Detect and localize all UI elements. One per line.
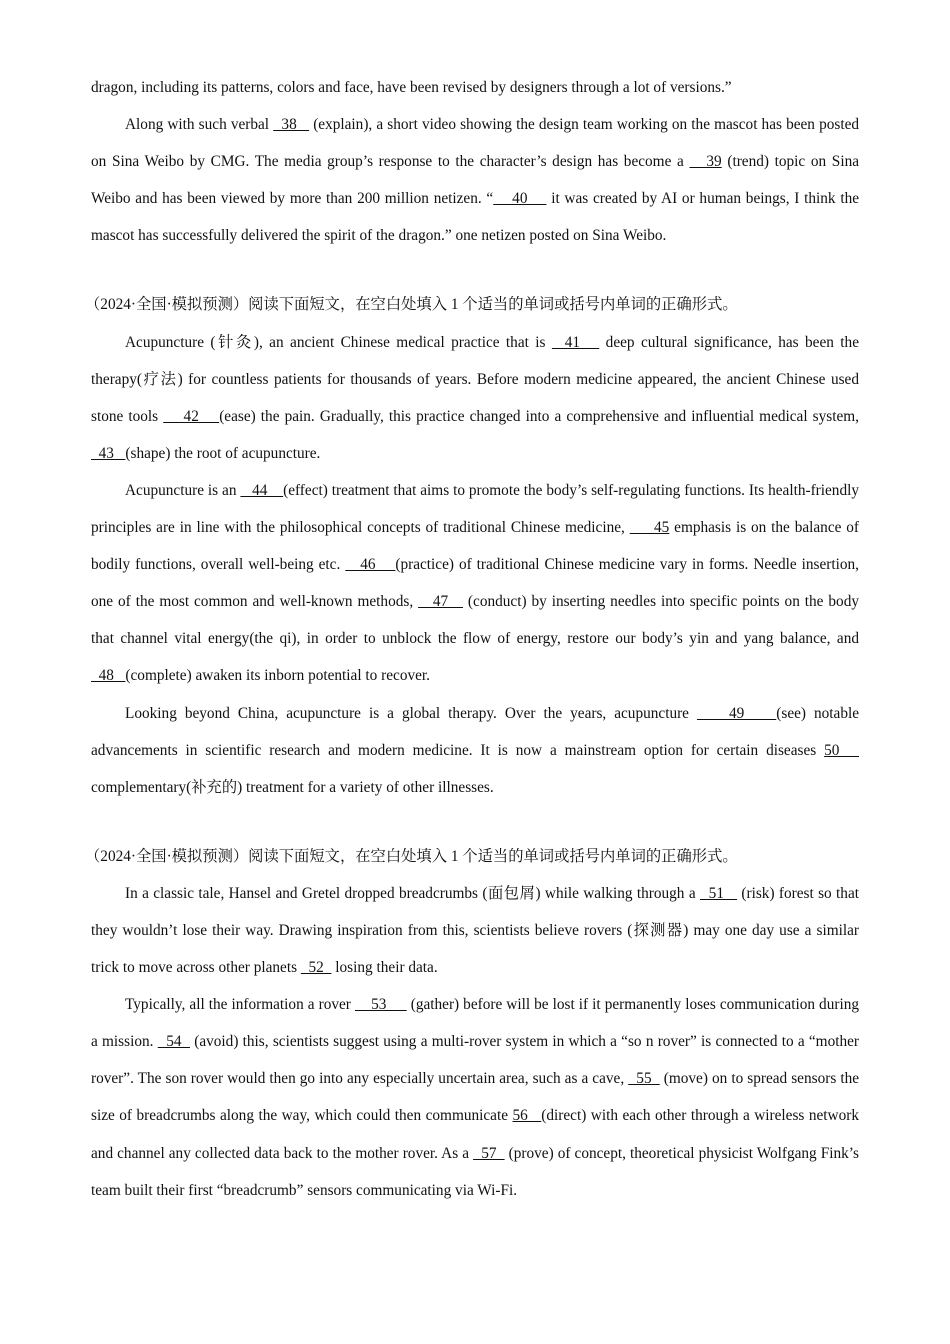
paragraph-acupuncture-global: Looking beyond China, acupuncture is a global therapy. Over the years, acupuncture 49 (see) notable advancements in scientific research and modern medicine. It is now a mainstream option for certain diseases 50 complementary(补充的) treatment for a variety of other illnesses. [91, 704, 860, 796]
paragraph-hansel-gretel: In a classic tale, Hansel and Gretel dropped breadcrumbs (面包屑) while walking through a 51 (risk) forest so that they wouldn’t lose their way. Drawing inspiration from this, scientists believe rovers (探测器) may one day use a similar trick to move across other planets 52 losing their data. [91, 884, 859, 977]
paragraph-verbal-explain: Along with such verbal 38 (explain), a short video showing the design team working on the mascot has been posted on Sina Weibo by CMG. The media group’s response to the character’s design has become a 39 (trend) topic on Sina Weibo and has been viewed by more than 200 million netizen. “ 40 it was created by AI or human beings, I think the mascot has successfully delivered the spirit of the dragon.” one netizen posted on Sina Weibo. [91, 116, 860, 245]
blank-38[interactable]: 38 [273, 116, 310, 134]
blank-47[interactable]: 47 [418, 593, 463, 611]
blank-46[interactable]: 46 [345, 556, 396, 574]
blank-54[interactable]: 54 [157, 1033, 190, 1051]
blank-56[interactable]: 56 [512, 1107, 542, 1125]
instruction-rovers: （2024·全国·模拟预测）阅读下面短文，在空白处填入 1 个适当的单词或括号内单词的正确形式。 [85, 847, 738, 865]
blank-53[interactable]: 53 [354, 996, 407, 1014]
paragraph-acupuncture-intro: Acupuncture (针灸), an ancient Chinese medical practice that is 41 deep cultural significance, has been the therapy(疗法) for countless patients for thousands of years. Before modern medicine appeared, the ancient Chinese used stone tools 42 (ease) the pain. Gradually, this practice changed into a comprehensive and influential medical system, 43 (shape) the root of acupuncture. [91, 333, 860, 462]
blank-52[interactable]: 52 [300, 959, 332, 977]
blank-44[interactable]: 44 [240, 481, 284, 499]
blank-51[interactable]: 51 [699, 884, 738, 902]
paragraph-dragon-continuation: dragon, including its patterns, colors and face, have been revised by designers through a lot of versions.” [91, 79, 732, 96]
blank-40[interactable]: 40 [493, 190, 547, 208]
blank-57[interactable]: 57 [473, 1144, 505, 1162]
blank-49[interactable]: 49 [696, 704, 777, 722]
blank-41[interactable]: 41 [551, 333, 600, 351]
blank-42[interactable]: 42 [163, 407, 220, 425]
blank-55[interactable]: 55 [628, 1070, 660, 1088]
page-content [85, 69, 860, 1209]
blank-50[interactable]: 50 [824, 741, 859, 759]
blank-43[interactable]: 43 [91, 444, 126, 462]
paragraph-acupuncture-treatment: Acupuncture is an 44 (effect) treatment that aims to promote the body’s self-regulating functions. Its health-friendly principles are in line with the philosophical concepts of traditional Chinese medicine, 45 emphasis is on the balance of bodily functions, overall well-being etc. 46 (practice) of traditional Chinese medicine vary in forms. Needle insertion, one of the most common and well-known methods, 47 (conduct) by inserting needles into specific points on the body that channel vital energy(the qi), in order to unblock the flow of energy, restore our body’s yin and yang balance, and 48 (complete) awaken its inborn potential to recover. [91, 481, 859, 685]
blank-45[interactable]: 45 [629, 519, 670, 537]
instruction-acupuncture: （2024·全国·模拟预测）阅读下面短文，在空白处填入 1 个适当的单词或括号内单词的正确形式。 [85, 296, 738, 314]
blank-48[interactable]: 48 [91, 667, 126, 685]
paragraph-multi-rover: Typically, all the information a rover 53 (gather) before will be lost if it permanently loses communication during a mission. 54 (avoid) this, scientists suggest using a multi-rover system in which a “so n rover” is connected to a “mother rover”. The son rover would then go into any especially uncertain area, such as a cave, 55 (move) on to spread sensors the size of breadcrumbs along the way, which could then communicate 56 (direct) with each other through a wireless network and channel any collected data back to the mother rover. As a 57 (prove) of concept, theoretical physicist Wolfgang Fink’s team built their first “breadcrumb” sensors communicating via Wi-Fi. [91, 996, 860, 1199]
blank-39[interactable]: 39 [689, 153, 722, 171]
